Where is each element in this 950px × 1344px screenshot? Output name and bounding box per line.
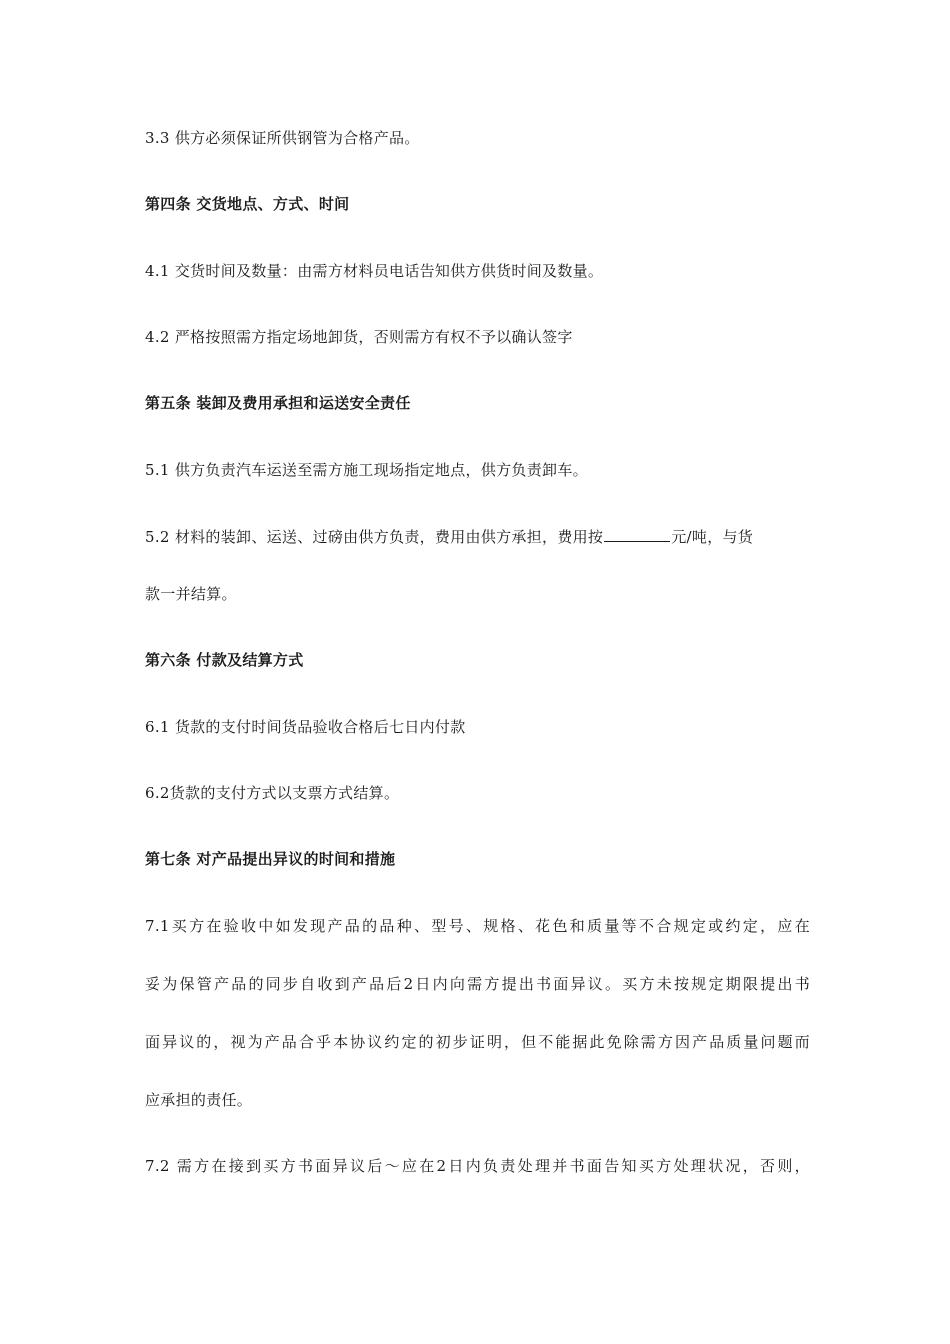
clause-3-3: 3.3 供方必须保证所供钢管为合格产品。 [145,129,420,147]
article-4-heading: 第四条 交货地点、方式、时间 [145,195,350,213]
clause-5-2-continued: 款一并结算。 [145,585,237,603]
clause-4-2: 4.2 严格按照需方指定场地卸货，否则需方有权不予以确认签字 [145,328,573,346]
clause-4-1: 4.1 交货时间及数量：由需方材料员电话告知供方供货时间及数量。 [145,262,604,280]
clause-5-1: 5.1 供方负责汽车运送至需方施工现场指定地点，供方负责卸车。 [145,461,588,479]
clause-6-1: 6.1 货款的支付时间货品验收合格后七日内付款 [145,718,466,736]
clause-7-1-line-1: 7.1买方在验收中如发现产品的品种、型号、规格、花色和质量等不合规定或约定，应在 [145,917,810,935]
clause-7-1-line-2: 妥为保管产品的同步自收到产品后2日内向需方提出书面异议。买方未按规定期限提出书 [145,975,810,993]
article-7-heading: 第七条 对产品提出异议的时间和措施 [145,850,396,868]
clause-5-2-text-before: 5.2 材料的装卸、运送、过磅由供方负责，费用由供方承担，费用按 [145,528,604,546]
clause-5-2-text-after: 元/吨，与货 [671,528,754,546]
article-5-heading: 第五条 装卸及费用承担和运送安全责任 [145,394,411,412]
article-6-heading: 第六条 付款及结算方式 [145,651,304,669]
clause-7-1-line-4: 应承担的责任。 [145,1091,253,1109]
clause-5-2 [145,526,810,547]
clause-7-2-line-1: 7.2 需方在接到买方书面异议后～应在2日内负责处理并书面告知买方处理状况，否则， [145,1157,810,1175]
clause-6-2: 6.2货款的支付方式以支票方式结算。 [145,784,400,802]
fee-blank-field [604,526,670,542]
clause-7-1-line-3: 面异议的，视为产品合乎本协议约定的初步证明，但不能据此免除需方因产品质量问题而 [145,1033,810,1051]
